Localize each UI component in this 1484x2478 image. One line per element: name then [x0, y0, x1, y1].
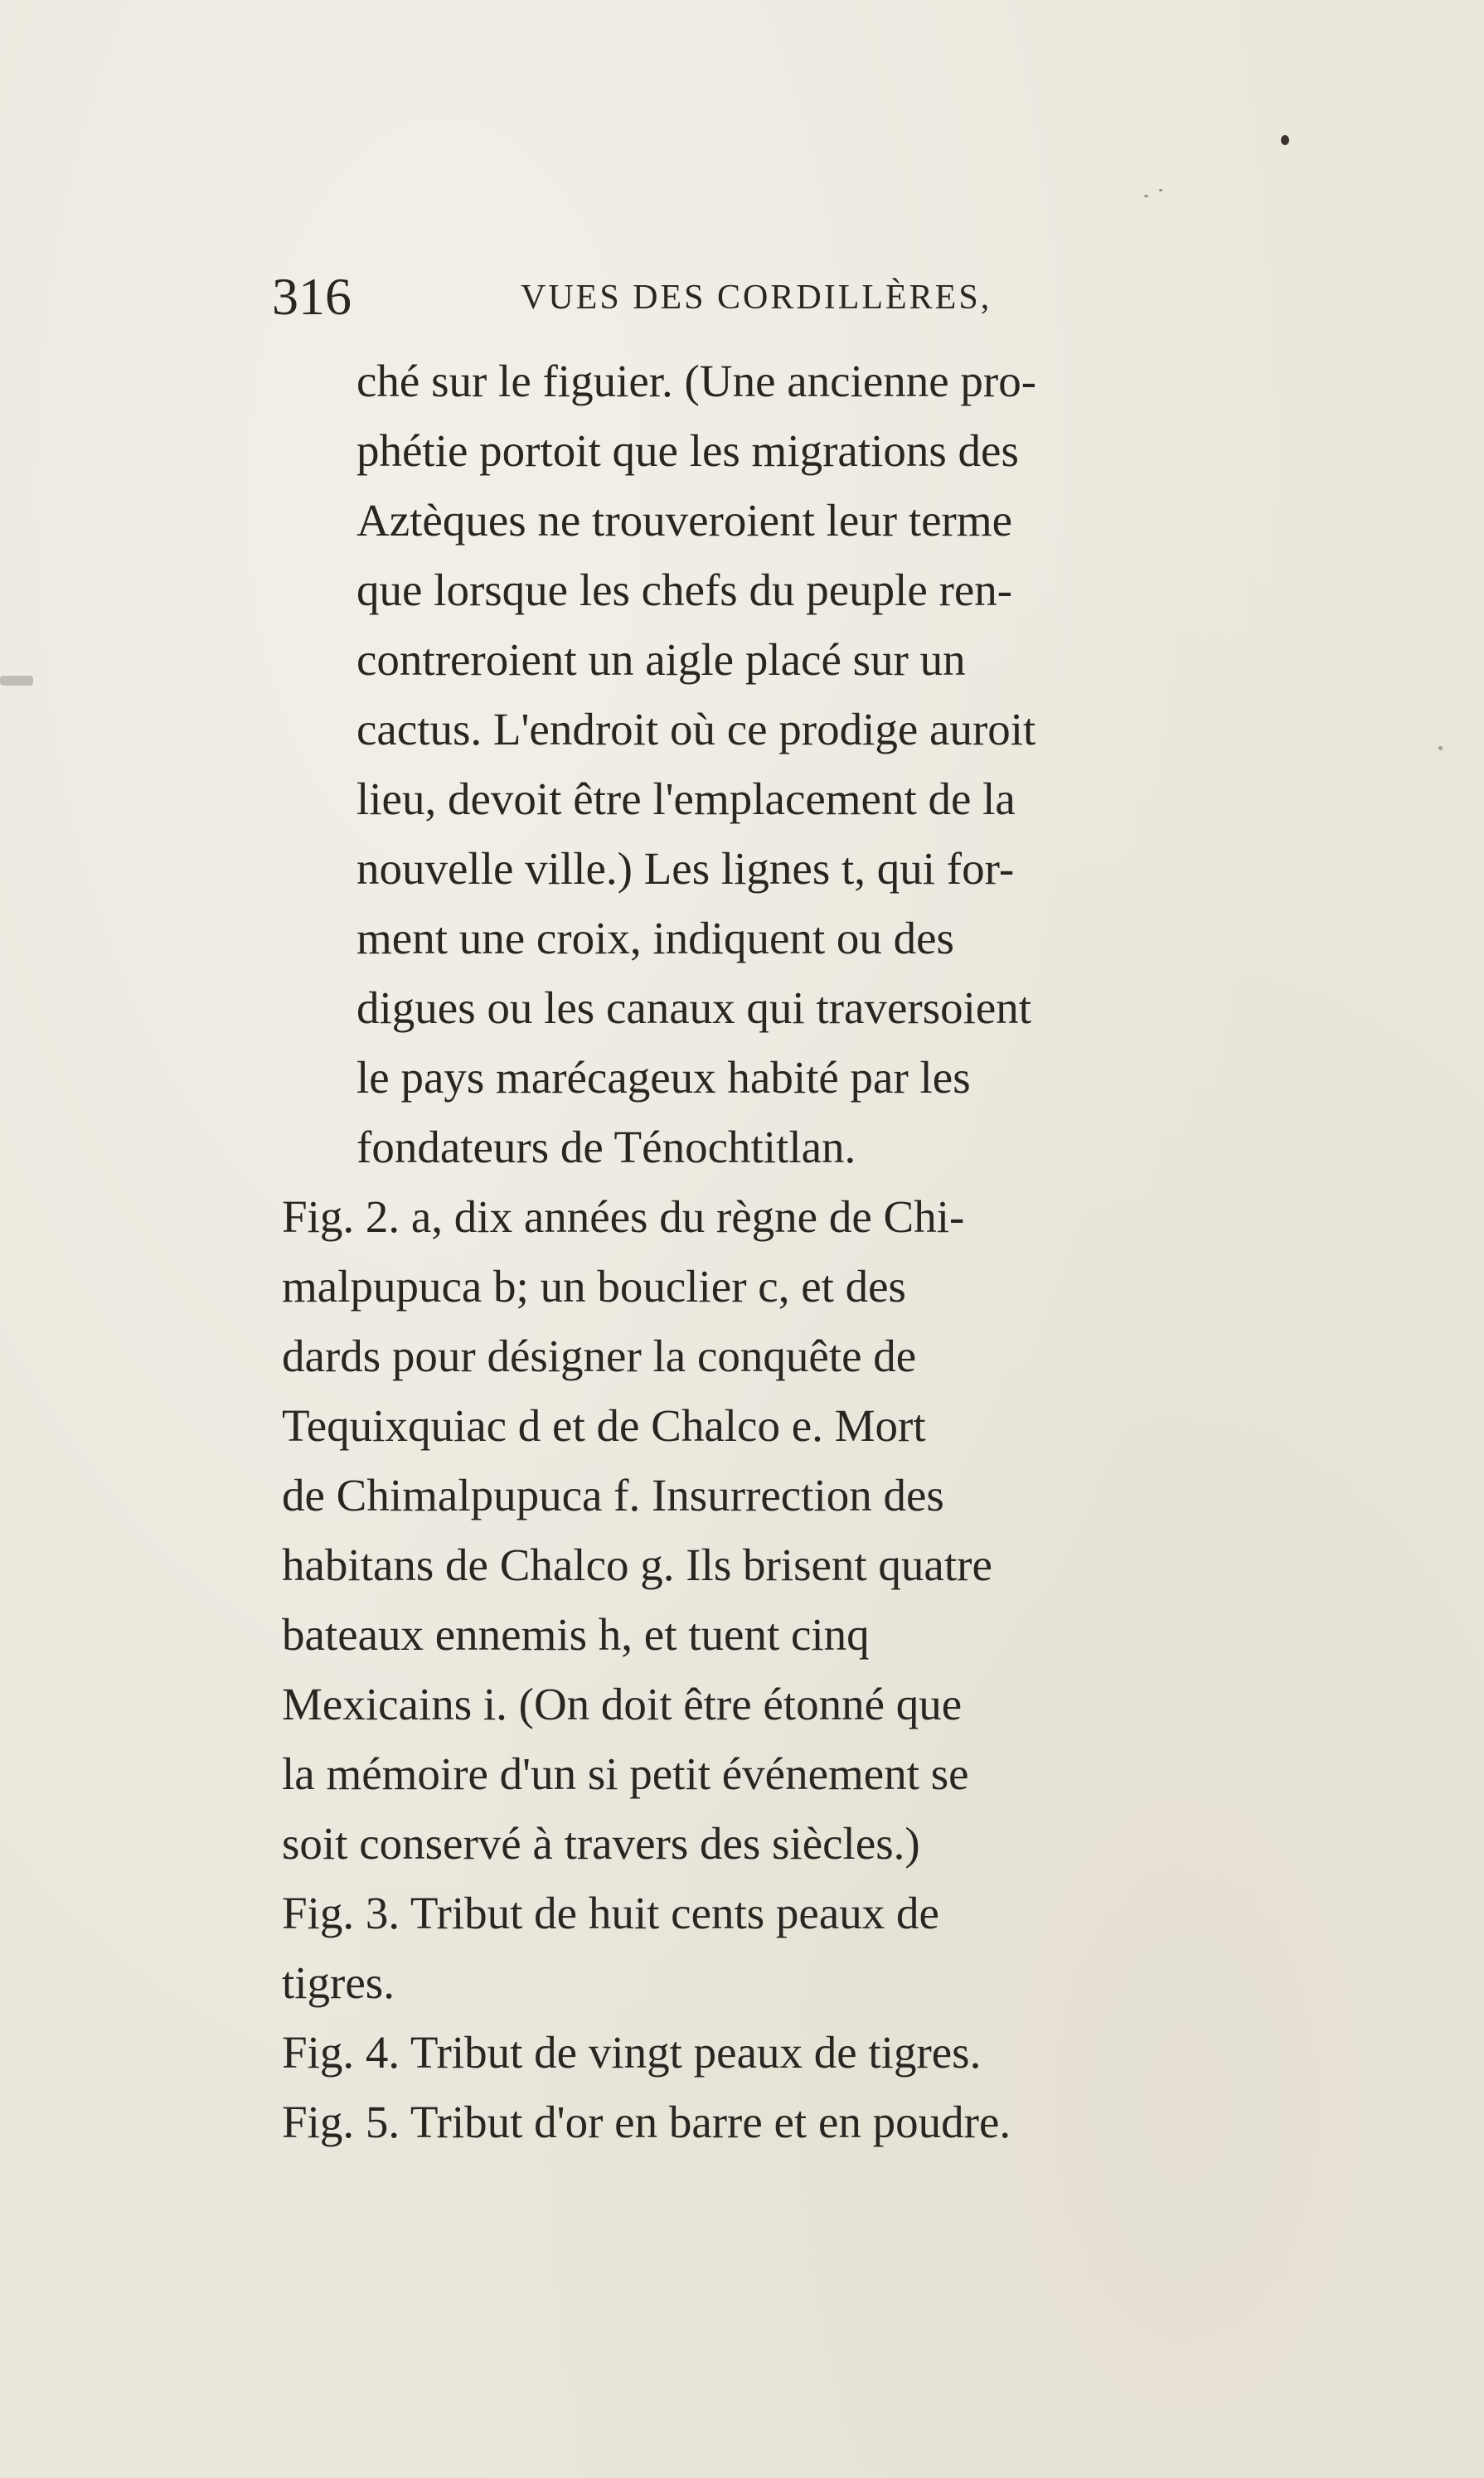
- text-line: [282, 2088, 1293, 2157]
- text-line: Tequixquiac d et de Chalco e. Mort: [282, 1400, 926, 1451]
- text-line: soit conservé à travers des siècles.): [282, 1818, 920, 1869]
- figure-text: Tribut de vingt peaux de tigres.: [410, 2027, 982, 2078]
- text-line: tigres.: [282, 1957, 395, 2008]
- running-head: [272, 264, 1350, 330]
- text-line: contreroient un aigle placé sur un: [356, 634, 966, 685]
- figure-4-caption: [282, 2018, 1293, 2088]
- figure-3-caption: [282, 1879, 1293, 2018]
- figure-label: Fig. 5.: [282, 2097, 400, 2147]
- text-line: ché sur le figuier. (Une ancienne pro-: [356, 356, 1037, 406]
- figure-text: a, dix années du règne de Chi-: [410, 1191, 965, 1242]
- text-line: bateaux ennemis h, et tuent cinq: [282, 1609, 870, 1660]
- text-line: que lorsque les chefs du peuple ren-: [356, 565, 1013, 615]
- text-line: [282, 1182, 1293, 1252]
- paper-speck: [1281, 135, 1289, 145]
- body-text: [282, 347, 1293, 2157]
- text-line: fondateurs de Ténochtitlan.: [356, 1122, 856, 1172]
- text-line: phétie portoit que les migrations des: [356, 425, 1019, 476]
- text-line: Aztèques ne trouveroient leur terme: [356, 495, 1013, 546]
- text-line: habitans de Chalco g. Ils brisent quatre: [282, 1540, 992, 1590]
- continuation-paragraph: [356, 347, 1293, 1182]
- text-line: digues ou les canaux qui traversoient: [356, 982, 1032, 1033]
- figure-text: Tribut d'or en barre et en poudre.: [410, 2097, 1011, 2147]
- paper-speck: [1144, 195, 1148, 197]
- figure-label: Fig. 3.: [282, 1888, 400, 1938]
- text-line: cactus. L'endroit où ce prodige auroit: [356, 704, 1036, 754]
- figure-5-caption: [282, 2088, 1293, 2157]
- paper-speck: [1438, 746, 1443, 750]
- text-line: Mexicains i. (On doit être étonné que: [282, 1679, 963, 1729]
- paper-speck: [1159, 189, 1162, 192]
- figure-label: Fig. 4.: [282, 2027, 400, 2078]
- text-line: nouvelle ville.) Les lignes t, qui for-: [356, 843, 1015, 894]
- text-line: [282, 1879, 1293, 1948]
- running-title: VUES DES CORDILLÈRES,: [521, 279, 992, 317]
- text-line: de Chimalpupuca f. Insurrection des: [282, 1470, 944, 1520]
- text-line: la mémoire d'un si petit événement se: [282, 1748, 969, 1799]
- text-line: malpupuca b; un bouclier c, et des: [282, 1261, 906, 1312]
- figure-2-caption: [282, 1182, 1293, 1879]
- text-line: [282, 2018, 1293, 2088]
- figure-label: Fig. 2.: [282, 1191, 400, 1242]
- text-line: le pays marécageux habité par les: [356, 1052, 971, 1103]
- page-number: 316: [272, 267, 352, 326]
- paper-speck: [0, 676, 33, 686]
- figure-text: Tribut de huit cents peaux de: [410, 1888, 939, 1938]
- text-line: lieu, devoit être l'emplacement de la: [356, 773, 1016, 824]
- text-line: ment une croix, indiquent ou des: [356, 913, 954, 963]
- text-line: dards pour désigner la conquête de: [282, 1331, 917, 1381]
